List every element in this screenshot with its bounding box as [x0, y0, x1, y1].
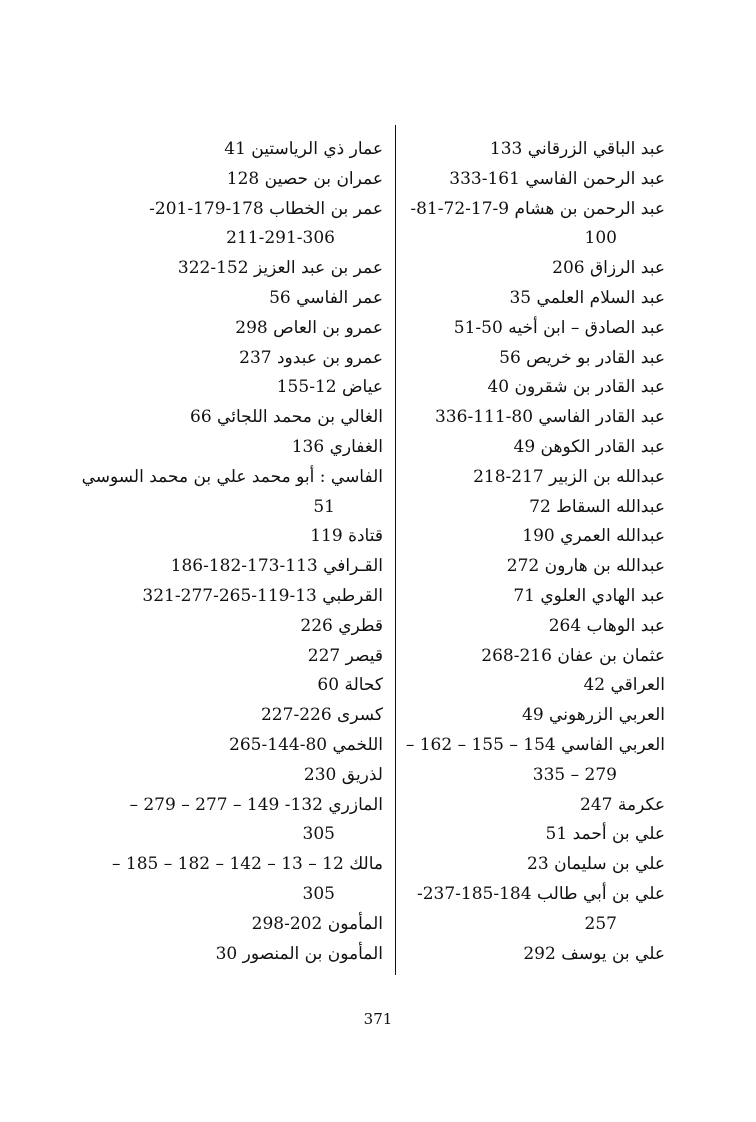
index-entry: عبدالله السقاط 72	[529, 496, 665, 517]
index-entry-continuation: 279 – 335	[532, 764, 617, 785]
column-divider	[395, 125, 396, 975]
index-entry: العراقي 42	[583, 675, 665, 696]
index-entry: المأمون بن المنصور 30	[215, 943, 383, 964]
index-entry: عبد الرحمن بن هشام 9-17-72-81-	[410, 198, 665, 219]
index-entry: عمار ذي الرياستين 41	[224, 139, 383, 159]
index-entry: كسرى 226-227	[260, 705, 383, 726]
index-entry: علي بن يوسف 292	[523, 943, 665, 964]
index-entry: عبد الصادق – ابن أخيه 50-51	[453, 317, 665, 338]
index-entry: عكرمة 247	[580, 794, 665, 815]
index-entry: المأمون 202-298	[251, 913, 383, 934]
index-entry: المازري 132- 149 – 277 – 279 –	[129, 794, 383, 815]
index-entry: العربي الفاسي 154 – 155 – 162 –	[405, 734, 665, 755]
index-entry: عثمان بن عفان 216-268	[481, 645, 665, 666]
index-entry: عمر الفاسي 56	[269, 287, 383, 308]
index-entry: عبدالله العمري 190	[522, 526, 665, 547]
index-entry: عمر بن الخطاب 178-179-201-	[149, 198, 383, 219]
index-entry: عبد السلام العلمي 35	[509, 287, 665, 308]
index-entry: اللخمي 80-144-265	[229, 734, 383, 755]
index-entry: الغالي بن محمد اللجائي 66	[190, 407, 383, 428]
index-entry: عبد الوهاب 264	[548, 615, 665, 636]
index-entry-continuation: 305	[302, 883, 335, 904]
index-column-right	[405, 135, 665, 969]
index-entry: علي بن سليمان 23	[527, 854, 665, 875]
index-entry: كحالة 60	[317, 675, 383, 696]
index-entry: مالك 12 – 13 – 142 – 182 – 185 –	[112, 854, 383, 875]
index-entry: عبد الرحمن الفاسي 161-333	[449, 168, 665, 189]
index-entry: قتادة 119	[310, 526, 383, 547]
index-entry: عبد الرزاق 206	[552, 258, 665, 279]
index-entry: علي بن أبي طالب 184-185-237-	[416, 883, 665, 904]
index-entry-continuation: 257	[584, 913, 617, 934]
index-entry: الغفاري 136	[291, 436, 383, 457]
index-entry: قطري 226	[300, 615, 383, 636]
index-entry: عبد القادر بو خريص 56	[499, 347, 665, 368]
page-number: 371	[363, 1010, 393, 1028]
index-entry: القرطبي 13-119-265-277-321	[142, 585, 383, 606]
index-entry: عبد الهادي العلوي 71	[513, 585, 665, 606]
index-entry: قيصر 227	[307, 645, 383, 666]
index-entry-continuation: 51	[313, 496, 335, 517]
index-entry: القـرافي 113-173-182-186	[170, 556, 383, 577]
index-entry: عمر بن عبد العزيز 152-322	[177, 258, 383, 279]
index-entry: عبدالله بن هارون 272	[506, 556, 665, 577]
index-entry: عمران بن حصين 128	[226, 168, 383, 189]
index-entry: لذريق 230	[303, 764, 383, 785]
index-entry: العربي الزرهوني 49	[522, 705, 665, 726]
index-column-left	[81, 135, 383, 969]
index-entry: عبد الباقي الزرقاني 133	[489, 139, 665, 159]
index-entry: الفاسي : أبو محمد علي بن محمد السوسي	[81, 466, 383, 487]
index-entry: علي بن أحمد 51	[545, 824, 665, 845]
index-entry: عمرو بن العاص 298	[235, 317, 383, 338]
index-entry-continuation: 211-291-306	[226, 228, 335, 249]
index-entry: عبد القادر الكوهن 49	[513, 436, 665, 457]
index-entry-continuation: 305	[302, 824, 335, 845]
index-entry: عبد القادر بن شقرون 40	[487, 377, 665, 398]
index-entry-continuation: 100	[584, 228, 617, 249]
index-entry: عياض 12-155	[276, 377, 383, 398]
index-entry: عبد القادر الفاسي 80-111-336	[434, 407, 665, 428]
index-entry: عمرو بن عبدود 237	[239, 347, 383, 368]
index-entry: عبدالله بن الزبير 217-218	[473, 466, 665, 487]
